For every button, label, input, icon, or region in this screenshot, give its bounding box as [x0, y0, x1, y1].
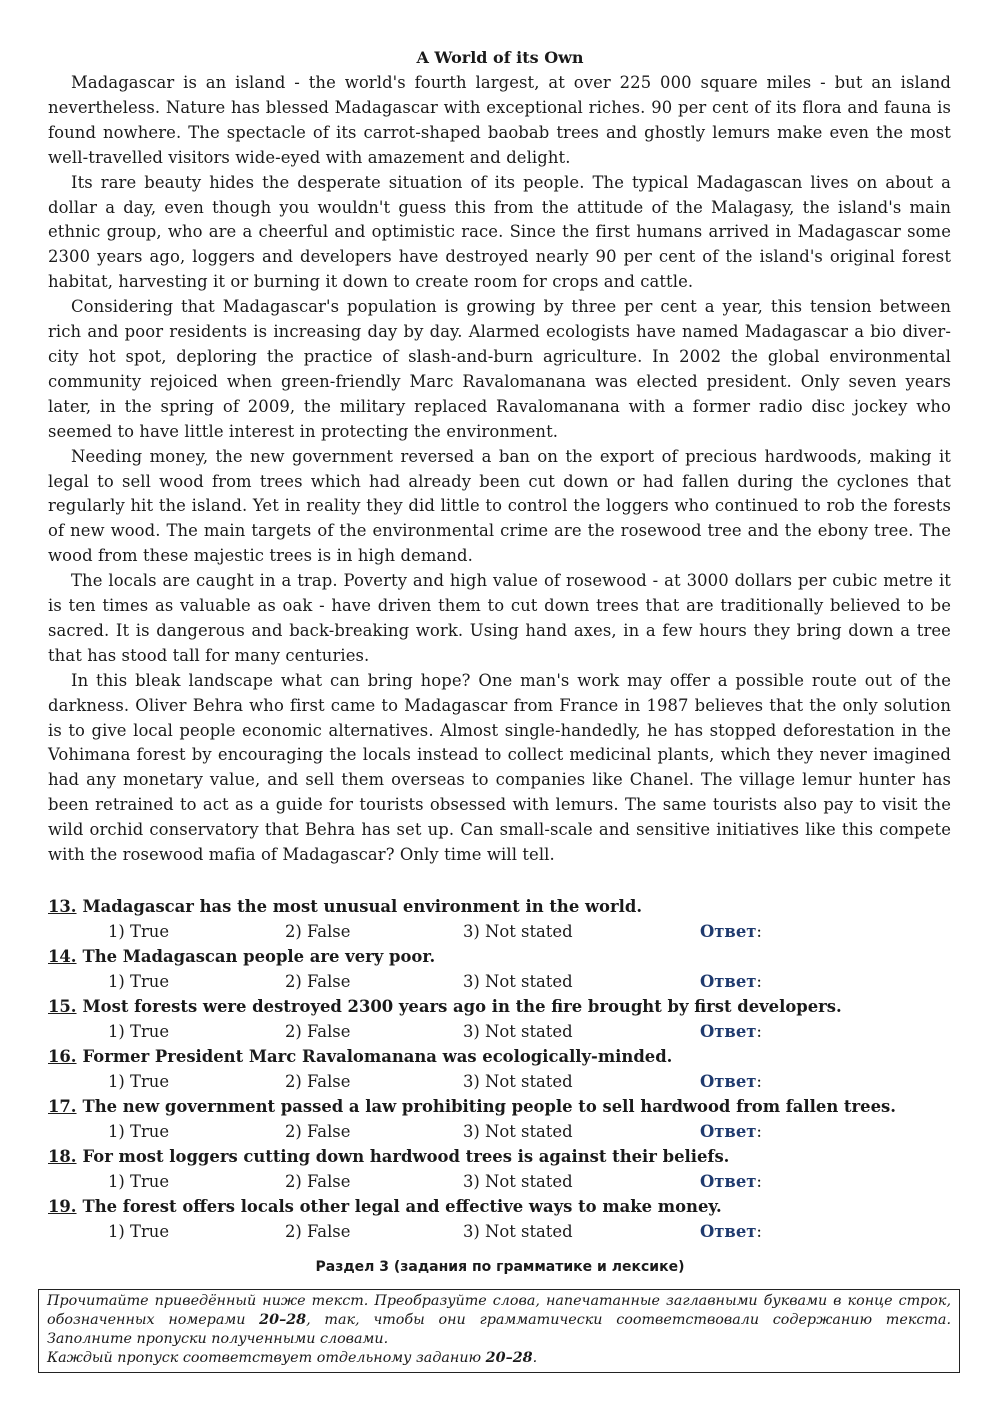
instructions-text: Прочитайте приведённый ниже текст. Преобразуйте слова, напечатанные заглавными буквами в конце строк, обозначенных номерами — [47, 1293, 951, 1328]
option-true[interactable]: 1) True — [108, 1172, 170, 1191]
paragraph: Its rare beauty hides the desperate situation of its people. The typical Madagascan lives on about a dollar a day, even though you wouldn't guess this from the attitude of the Malagasy, the island's main ethnic group, who are a cheerful and optimistic race. Since the first humans arrived in Madagascar some 2300 years ago, loggers and developers have destroyed nearly 90 per cent of the island's original forest habitat, harvesting it or burning it down to create room for crops and cattle. — [48, 172, 951, 292]
answer-input[interactable] — [766, 973, 840, 993]
option-true[interactable]: 1) True — [108, 972, 170, 991]
paragraph: Madagascar is an island - the world's fourth largest, at over 225 000 square miles - but an island nevertheless. Nature has blessed Madagascar with exceptional riches. 90 per cent of its flora and fauna is found nowhere. The spectacle of its carrot-shaped baobab trees and ghostly lemurs make even the most well-travelled visitors wide-eyed with amazement and delight. — [48, 73, 951, 167]
answer-options — [48, 969, 951, 994]
question-text: The new government passed a law prohibiting people to sell hardwood from fallen trees. — [82, 1097, 896, 1116]
question-number: 17. — [48, 1097, 77, 1116]
answer-label: Ответ — [700, 922, 757, 941]
paragraph: Needing money, the new government reversed a ban on the export of precious hardwoods, making it legal to sell wood from trees which had already been cut down or had fallen during the cyclones that regularly hit the island. Yet in reality they did little to control the loggers who continued to rob the forests of new wood. The main targets of the environmental crime are the rosewood tree and the ebony tree. The wood from these majestic trees is in high demand. — [48, 446, 951, 566]
answer-colon: : — [756, 1222, 762, 1241]
instructions-box — [38, 1289, 960, 1373]
article-body — [48, 71, 951, 868]
answer-colon: : — [756, 972, 762, 991]
question-17 — [48, 1094, 951, 1144]
instructions-text: , так, чтобы они грамматически соответствовали содержанию текста. Заполните пропуски полученными словами. — [47, 1312, 951, 1347]
answer-options — [48, 1019, 951, 1044]
question-13 — [48, 894, 951, 944]
section-title: Раздел 3 (задания по грамматике и лексике) — [315, 1259, 685, 1275]
question-number: 13. — [48, 897, 77, 916]
option-false[interactable]: 2) False — [285, 1222, 351, 1241]
question-number: 19. — [48, 1197, 77, 1216]
option-true[interactable]: 1) True — [108, 1072, 170, 1091]
option-not-stated[interactable]: 3) Not stated — [463, 1222, 573, 1241]
answer-options — [48, 1119, 951, 1144]
answer-input[interactable] — [766, 1073, 840, 1093]
option-not-stated[interactable]: 3) Not stated — [463, 1072, 573, 1091]
answer-box — [700, 1019, 840, 1044]
option-false[interactable]: 2) False — [285, 972, 351, 991]
answer-box — [700, 1219, 840, 1244]
option-true[interactable]: 1) True — [108, 1222, 170, 1241]
answer-label: Ответ — [700, 1222, 757, 1241]
question-15 — [48, 994, 951, 1044]
instructions-text: Каждый пропуск соответствует отдельному заданию — [47, 1350, 486, 1366]
question-text: Madagascar has the most unusual environment in the world. — [82, 897, 643, 916]
question-number: 18. — [48, 1147, 77, 1166]
instructions-range: 20–28 — [259, 1312, 307, 1328]
answer-box — [700, 919, 840, 944]
question-text: Most forests were destroyed 2300 years ago in the fire brought by first developers. — [82, 997, 842, 1016]
paragraph: Considering that Madagascar's population is growing by three per cent a year, this tension between rich and poor residents is increasing day by day. Alarmed ecologists have named Madagascar a bio diver-city hot spot, deploring the practice of slash-and-burn agriculture. In 2002 the global environmental community rejoiced when green-friendly Marc Ravalomanana was elected president. Only seven years later, in the spring of 2009, the military replaced Ravalomanana with a former radio disc jockey who seemed to have little interest in protecting the environment. — [48, 297, 951, 441]
question-19 — [48, 1194, 951, 1244]
question-14 — [48, 944, 951, 994]
answer-label: Ответ — [700, 1022, 757, 1041]
question-number: 16. — [48, 1047, 77, 1066]
answer-input[interactable] — [766, 1023, 840, 1043]
question-text: The Madagascan people are very poor. — [82, 947, 436, 966]
answer-label: Ответ — [700, 1072, 757, 1091]
option-true[interactable]: 1) True — [108, 922, 170, 941]
instructions-range: 20–28 — [485, 1350, 533, 1366]
paragraph: The locals are caught in a trap. Poverty and high value of rosewood - at 3000 dollars per cubic metre it is ten times as valuable as oak - have driven them to cut down trees that are traditionally believed to be sacred. It is dangerous and back-breaking work. Using hand axes, in a few hours they bring down a tree that has stood tall for many centuries. — [48, 571, 951, 665]
answer-options — [48, 1219, 951, 1244]
answer-colon: : — [756, 1022, 762, 1041]
question-text: For most loggers cutting down hardwood trees is against their beliefs. — [82, 1147, 730, 1166]
option-not-stated[interactable]: 3) Not stated — [463, 922, 573, 941]
option-false[interactable]: 2) False — [285, 1172, 351, 1191]
answer-input[interactable] — [766, 923, 840, 943]
answer-options — [48, 919, 951, 944]
option-not-stated[interactable]: 3) Not stated — [463, 972, 573, 991]
answer-label: Ответ — [700, 1172, 757, 1191]
answer-input[interactable] — [766, 1123, 840, 1143]
instructions-text: . — [532, 1350, 538, 1366]
question-18 — [48, 1144, 951, 1194]
answer-colon: : — [756, 1122, 762, 1141]
answer-colon: : — [756, 1172, 762, 1191]
paragraph: In this bleak landscape what can bring hope? One man's work may offer a possible route out of the darkness. Oliver Behra who first came to Madagascar from France in 1987 believes that the only solution is to give local people economic alternatives. Almost single-handedly, he has stopped deforestation in the Vohimana forest by encouraging the locals instead to collect medicinal plants, which they never imagined had any monetary value, and sell them overseas to companies like Chanel. The village lemur hunter has been retrained to act as a guide for tourists obsessed with lemurs. The same tourists also pay to visit the wild orchid conservatory that Behra has set up. Can small-scale and sensitive initiatives like this compete with the rosewood mafia of Madagascar? Only time will tell. — [48, 670, 951, 865]
answer-input[interactable] — [766, 1223, 840, 1243]
option-not-stated[interactable]: 3) Not stated — [463, 1022, 573, 1041]
answer-colon: : — [756, 1072, 762, 1091]
question-16 — [48, 1044, 951, 1094]
option-false[interactable]: 2) False — [285, 1122, 351, 1141]
option-not-stated[interactable]: 3) Not stated — [463, 1122, 573, 1141]
question-text: The forest offers locals other legal and effective ways to make money. — [82, 1197, 722, 1216]
option-true[interactable]: 1) True — [108, 1122, 170, 1141]
question-number: 15. — [48, 997, 77, 1016]
question-number: 14. — [48, 947, 77, 966]
question-list — [48, 894, 951, 1244]
option-false[interactable]: 2) False — [285, 1072, 351, 1091]
answer-box — [700, 1169, 840, 1194]
answer-input[interactable] — [766, 1173, 840, 1193]
answer-label: Ответ — [700, 972, 757, 991]
answer-box — [700, 969, 840, 994]
answer-label: Ответ — [700, 1122, 757, 1141]
option-true[interactable]: 1) True — [108, 1022, 170, 1041]
question-text: Former President Marc Ravalomanana was ecologically-minded. — [82, 1047, 673, 1066]
answer-box — [700, 1119, 840, 1144]
article-title: A World of its Own — [416, 48, 584, 67]
option-false[interactable]: 2) False — [285, 1022, 351, 1041]
answer-colon: : — [756, 922, 762, 941]
answer-box — [700, 1069, 840, 1094]
option-not-stated[interactable]: 3) Not stated — [463, 1172, 573, 1191]
answer-options — [48, 1169, 951, 1194]
answer-options — [48, 1069, 951, 1094]
option-false[interactable]: 2) False — [285, 922, 351, 941]
